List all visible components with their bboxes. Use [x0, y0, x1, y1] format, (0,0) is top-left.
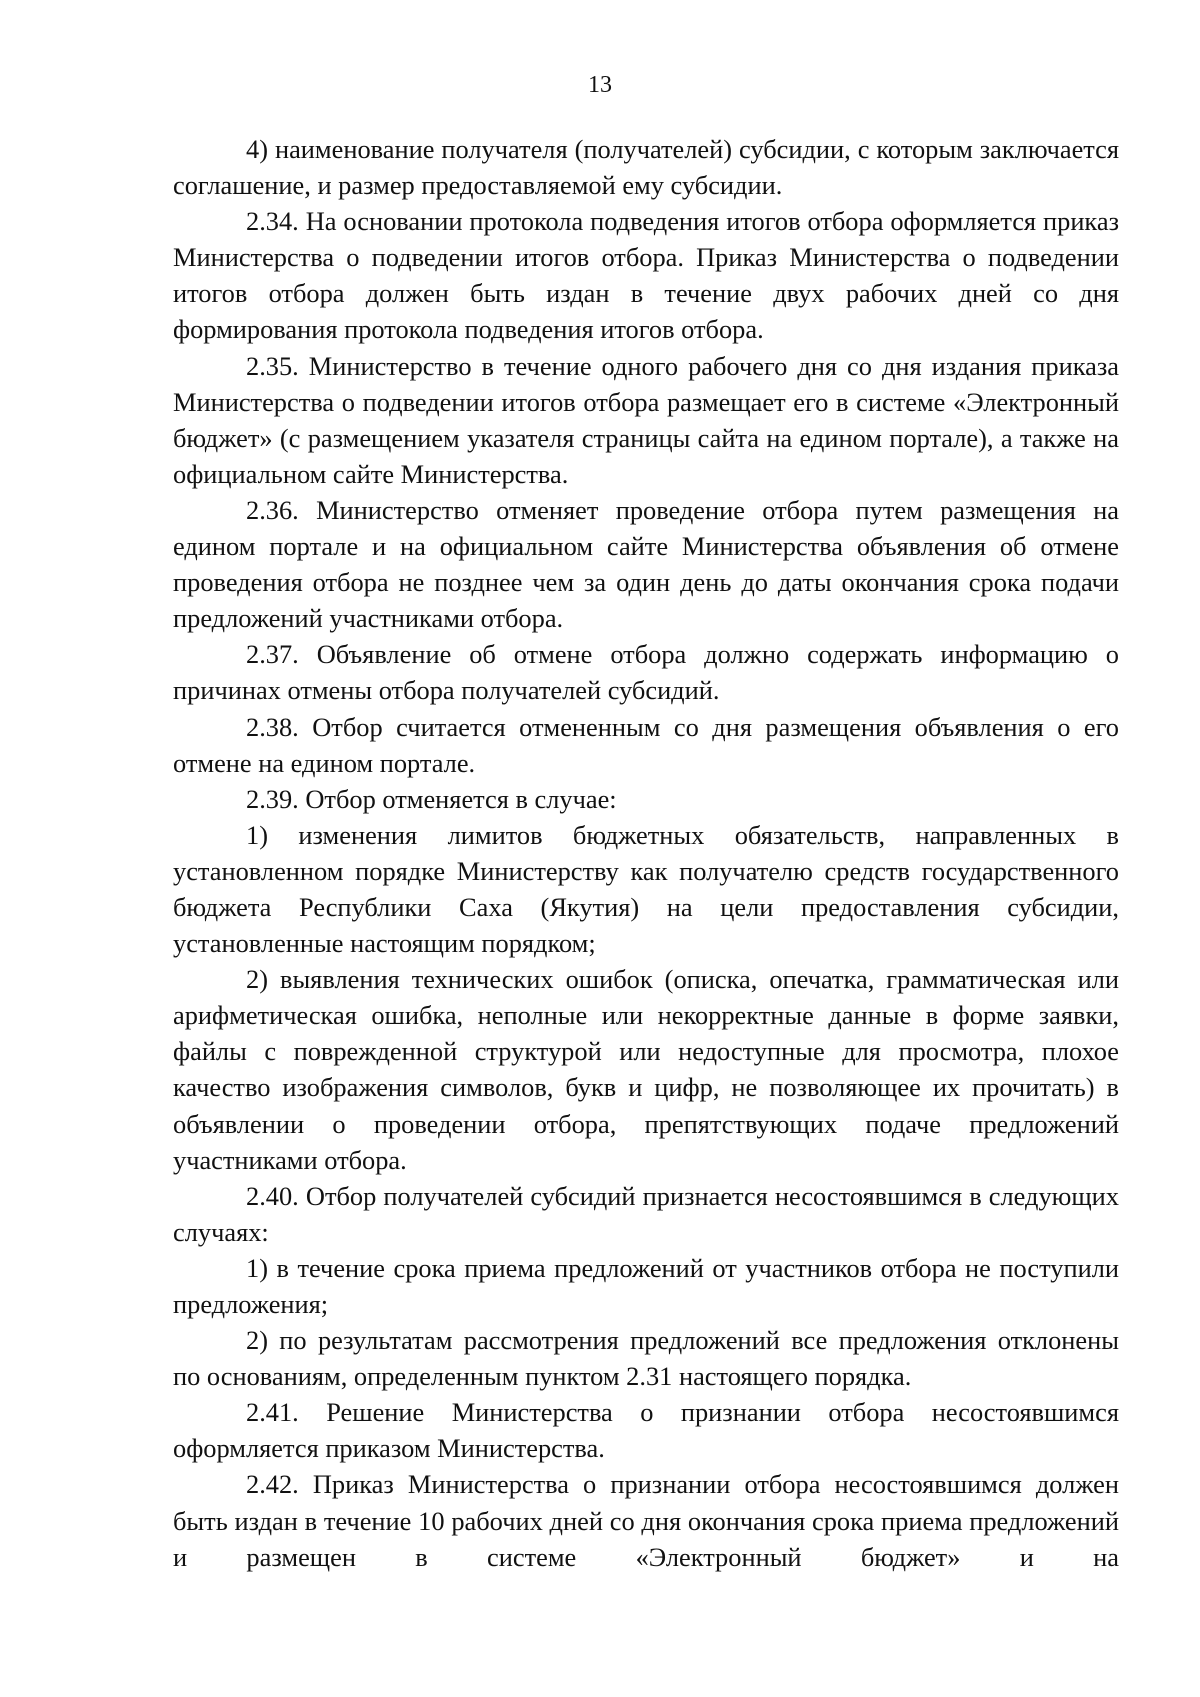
- page-number: 13: [588, 72, 612, 98]
- paragraph-2-36: 2.36. Министерство отменяет проведение отбора путем размещения на едином портале и на официальном сайте Министерства объявления об отмене проведения отбора не позднее чем за один день до даты окончания срока подачи предложений участниками отбора.: [173, 494, 1119, 634]
- paragraph-2-38: 2.38. Отбор считается отмененным со дня размещения объявления о его отмене на едином портале.: [173, 711, 1119, 778]
- paragraph-2-40-item-2: 2) по результатам рассмотрения предложений все предложения отклонены по основаниям, определенным пунктом 2.31 настоящего порядка.: [173, 1325, 1119, 1392]
- document-body: [173, 131, 1119, 1575]
- paragraph-2-35: 2.35. Министерство в течение одного рабочего дня со дня издания приказа Министерства о подведении итогов отбора размещает его в системе «Электронный бюджет» (с размещением указателя страницы сайта на едином портале), а также на официальном сайте Министерства.: [173, 350, 1119, 489]
- paragraph-2-40: 2.40. Отбор получателей субсидий признается несостоявшимся в следующих случаях:: [173, 1180, 1119, 1247]
- paragraph-2-39-item-1: 1) изменения лимитов бюджетных обязательств, направленных в установленном порядке Министерству как получателю средств государственного бюджета Республики Саха (Якутия) на цели предоставления субсидии, установленные настоящим порядком;: [173, 819, 1119, 959]
- paragraph-2-41: 2.41. Решение Министерства о признании отбора несостоявшимся оформляется приказом Министерства.: [173, 1397, 1119, 1464]
- paragraph-2-40-item-1: 1) в течение срока приема предложений от участников отбора не поступили предложения;: [173, 1252, 1119, 1319]
- paragraph-2-37: 2.37. Объявление об отмене отбора должно содержать информацию о причинах отмены отбора получателей субсидий.: [173, 639, 1119, 706]
- paragraph-item-4: 4) наименование получателя (получателей) субсидии, с которым заключается соглашение, и размер предоставляемой ему субсидии.: [173, 134, 1119, 201]
- paragraph-2-39-item-2: 2) выявления технических ошибок (описка, опечатка, грамматическая или арифметическая ошибка, неполные или некорректные данные в форме заявки, файлы с поврежденной структурой или недоступные для просмотра, плохое качество изображения символов, букв и цифр, не позволяющее их прочитать) в объявлении о проведении отбора, препятствующих подаче предложений участниками отбора.: [173, 964, 1119, 1175]
- paragraph-2-34: 2.34. На основании протокола подведения итогов отбора оформляется приказ Министерства о подведении итогов отбора. Приказ Министерства о подведении итогов отбора должен быть издан в течение двух рабочих дней со дня формирования протокола подведения итогов отбора.: [173, 206, 1119, 345]
- paragraph-2-42: 2.42. Приказ Министерства о признании отбора несостоявшимся должен быть издан в течение 10 рабочих дней со дня окончания срока приема предложений и размещен в системе «Электронный бюджет» и на: [173, 1469, 1119, 1572]
- paragraph-2-39: 2.39. Отбор отменяется в случае:: [246, 783, 617, 814]
